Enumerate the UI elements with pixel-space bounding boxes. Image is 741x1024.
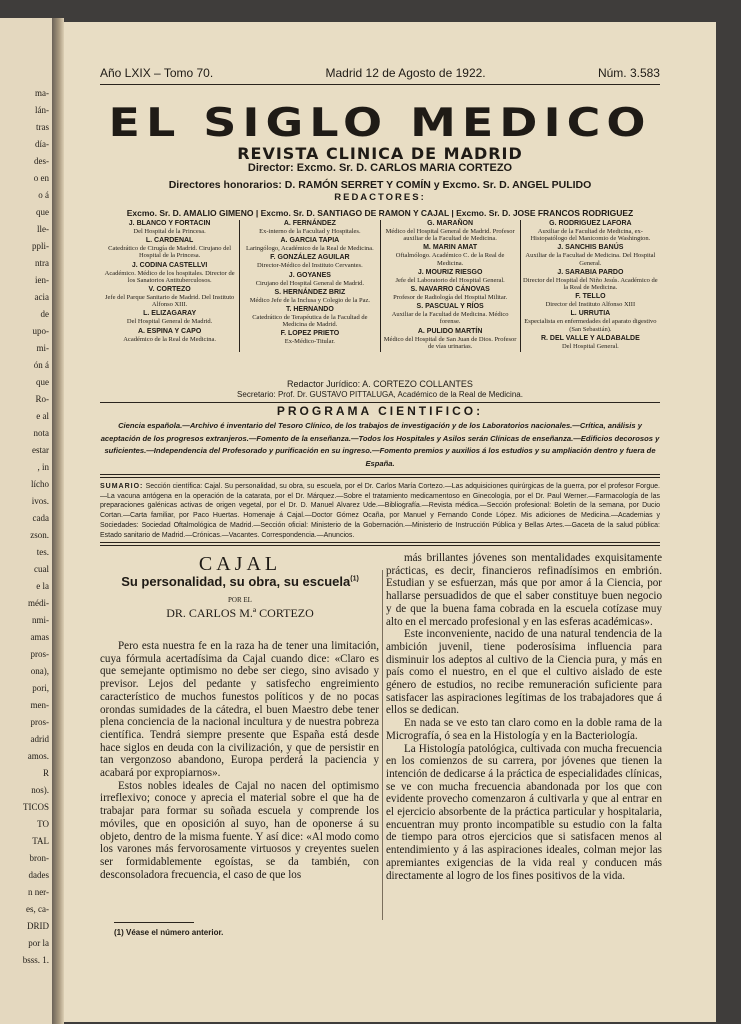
editor-description: Cirujano del Hospital General de Madrid. xyxy=(255,279,365,287)
previous-page-fragment: o á xyxy=(38,190,49,200)
previous-page-fragment: nmi- xyxy=(32,615,49,625)
editor-description: Jefe del Parque Sanitario de Madrid. Del Instituto Alfonso XIII. xyxy=(105,294,235,309)
editor-name: G. RODRIGUEZ LAFORA xyxy=(549,220,632,227)
editor-entry xyxy=(102,220,237,235)
editor-entry xyxy=(102,286,237,308)
editor-name: A. PULIDO MARTÍN xyxy=(417,327,483,335)
editors-column xyxy=(100,220,239,352)
editor-name: F. GONZÁLEZ AGUILAR xyxy=(270,254,350,262)
previous-page-fragment: de xyxy=(40,309,49,319)
editor-name: V. CORTEZO xyxy=(148,286,191,294)
article-paragraph: En nada se ve esto tan claro como en la doble rama de la Micrografía, ó sea en la Histología y en la Bacteriología. xyxy=(386,717,662,742)
previous-page-fragment: upo- xyxy=(32,326,49,336)
previous-page-fragment: dades xyxy=(28,870,49,880)
previous-page-fragment: médi- xyxy=(28,598,49,608)
previous-page-fragment: Ro- xyxy=(35,394,49,404)
editor-entry xyxy=(383,269,518,284)
editor-name: T. HERNANDO xyxy=(285,306,334,314)
editor-description: Laringólogo, Académico de la Real de Medicina. xyxy=(245,245,374,253)
editor-name: G. MARAÑON xyxy=(427,220,474,227)
previous-page-fragment: e al xyxy=(36,411,49,421)
previous-page-fragment: ón á xyxy=(33,360,49,370)
editor-name: J. BLANCO Y FORTACIN xyxy=(128,220,211,227)
editor-name: J. GOYANES xyxy=(288,271,331,279)
editor-description: Del Hospital General de Madrid. xyxy=(126,318,213,326)
previous-page-fragment: zson. xyxy=(30,530,49,540)
editor-entry xyxy=(523,310,658,332)
editor-name: L. ELIZAGARAY xyxy=(143,310,197,318)
previous-page-fragment: nos). xyxy=(31,785,49,795)
editor-entry xyxy=(383,303,518,325)
previous-page-fragment: ien- xyxy=(35,275,49,285)
editor-name: A. ESPINA Y CAPO xyxy=(137,327,202,335)
editor-description: Médico del Hospital General de Madrid. Profesor auxiliar de la Facultad de Medicina. xyxy=(385,228,515,243)
editor-description: Director-Médico del Instituto Cervantes. xyxy=(257,262,363,270)
issue-number: Núm. 3.583 xyxy=(597,66,660,80)
previous-page-fragment: bron- xyxy=(29,853,49,863)
editors-column xyxy=(380,220,520,352)
editor-name: J. CODINA CASTELLVI xyxy=(131,261,208,269)
editor-name: A. FERNÁNDEZ xyxy=(283,220,336,227)
issue-date: Madrid 12 de Agosto de 1922. xyxy=(325,66,486,80)
editor-entry xyxy=(102,237,237,259)
editor-entry xyxy=(102,310,237,325)
previous-page-fragment: lícho xyxy=(31,479,49,489)
article-by: POR EL xyxy=(228,596,252,604)
previous-page-fragment: TAL xyxy=(32,836,49,846)
editor-description: Director del Hospital del Niño Jesús. Académico de la Real de Medicina. xyxy=(523,276,658,292)
article-subtitle xyxy=(100,574,380,589)
program-text: Ciencia española.—Archivo é inventario del Tesoro Clínico, de los trabajos de investigación y de los Laboratorios nacionales.—Crítica, análisis y aceptación de los progresos extranjeros.—Fomento de la enseñanza.—Todos los Hospitales y Asilos serán Clínicas de enseñanza.—Edificios decorosos y suficientes.—Independencia del Profesorado y purificación en su ingreso.—Fomento premios y auxilios á los estudios y su ampliación dentro y fuera de España. xyxy=(100,421,660,468)
previous-page-fragment: n ner- xyxy=(27,887,49,897)
editor-name: J. MOURIZ RIESGO xyxy=(417,268,483,276)
previous-page-fragment: cada xyxy=(32,513,49,523)
previous-page-fragment: ma- xyxy=(35,88,49,98)
editor-name: S. HERNÁNDEZ BRIZ xyxy=(274,288,346,296)
editor-description: Del Hospital General. xyxy=(561,342,619,350)
previous-page-fragment: DRID xyxy=(27,921,49,931)
editor-name: L. URRUTIA xyxy=(570,310,611,318)
editor-name: J. SANCHIS BANÚS xyxy=(557,244,624,252)
editor-name: S. NAVARRO CÁNOVAS xyxy=(410,286,490,294)
previous-page-fragment: nota xyxy=(33,428,49,438)
editor-entry xyxy=(242,237,377,252)
editor-description: Jefe del Laboratorio del Hospital General. xyxy=(395,276,505,284)
editor-entry xyxy=(102,328,237,343)
previous-page-fragment: tes. xyxy=(36,547,49,557)
previous-page-fragment: TICOS xyxy=(22,802,49,812)
footnote: (1) Véase el número anterior. xyxy=(114,928,224,937)
column-separator xyxy=(382,570,383,920)
summary-label: SUMARIO: xyxy=(100,483,144,490)
summary-block xyxy=(100,482,660,540)
editor-description: Médico del Hospital de San Juan de Dios. Profesor de vías urinarias. xyxy=(383,335,517,350)
previous-page-fragment: que xyxy=(36,207,49,217)
editor-entry xyxy=(242,220,377,235)
editor-entry xyxy=(242,306,377,328)
editor-entry xyxy=(523,244,658,266)
article-paragraph: La Histología patológica, cultivada con mucha frecuencia en los comienzos de su carrera, por jóvenes que tienen la intención de dedicarse á la práctica de especialidades clínicas, se ve con mucha frecuencia abandonada por los que con evidente provecho comenzaron á cultivarla y que al entrar en el ejercicio absorbente de la práctica particular y hospitalaria, encuentran muy pronto incompatible su estudio con la falta de tiempo para otros ejercicios que si satisfacen menos al entendimiento y á las aspiraciones ideales, colman mejor las apremiantes exigencias de la vida real y conducen más directamente al logro de los fines positivos de la vida. xyxy=(386,742,662,882)
editor-name: L. CARDENAL xyxy=(145,237,194,245)
article-left-column xyxy=(100,640,379,881)
previous-page-fragment: , in xyxy=(37,462,49,472)
previous-page-fragment: mi- xyxy=(36,343,49,353)
editor-description: Auxiliar de la Facultad de Medicina, ex-Histopatólogo del Manicomio de Washington. xyxy=(530,228,651,243)
footnote-mark: (1) xyxy=(350,575,359,583)
divider xyxy=(100,84,660,85)
binding-gutter xyxy=(52,18,64,1024)
editor-entry xyxy=(242,330,377,345)
previous-page-fragment: lán- xyxy=(35,105,49,115)
previous-page-fragment: R xyxy=(42,768,49,778)
article-right-column xyxy=(386,552,662,882)
previous-page-fragment: que xyxy=(36,377,49,387)
editors-column xyxy=(520,220,660,352)
editor-description: Del Hospital de la Princesa. xyxy=(133,228,206,235)
previous-page-fragment: bsss. 1. xyxy=(22,955,49,965)
previous-page-fragment: adrid xyxy=(30,734,49,744)
newspaper-subtitle: REVISTA CLINICA DE MADRID xyxy=(237,144,523,163)
editor-entry xyxy=(383,286,518,301)
previous-page-fragment: por la xyxy=(28,938,49,948)
editor-entry xyxy=(383,220,518,242)
editor-name: M. MARIN AMAT xyxy=(423,244,478,252)
previous-page-fragment: estar xyxy=(32,445,49,455)
divider xyxy=(100,542,660,543)
article-paragraph: más brillantes jóvenes son mentalidades exquisitamente prácticas, es decir, financieros refinadísimos en embrión. Estudian y se esfuerzan, más que por amor á la Ciencia, por hallarse persuadidos de que el saber constituye buen negocio y de que la buena fama cobrada en la escuela cotízase muy alto en el mercado profesional y en las esferas académicas». xyxy=(386,552,662,628)
previous-page-fragment: acia xyxy=(34,292,49,302)
editor-description: Auxiliar de la Facultad de Medicina. Médico forense. xyxy=(391,311,509,326)
editor-description: Catedrático de Terapéutica de la Facultad de Medicina de Madrid. xyxy=(252,314,368,329)
editor-description: Ex-interno de la Facultad y Hospitales. xyxy=(259,228,361,235)
editor-entry xyxy=(383,328,518,350)
editors-columns xyxy=(100,220,660,352)
editor-name: F. LOPEZ PRIETO xyxy=(280,330,340,338)
previous-page-fragment: lle- xyxy=(37,224,49,234)
editors-heads: Excmo. Sr. D. AMALIO GIMENO | Excmo. Sr. D. SANTIAGO DE RAMON Y CAJAL | Excmo. Sr. D. JOSE FRANCOS RODRIGUEZ xyxy=(126,208,634,218)
previous-page-fragment: ivos. xyxy=(31,496,49,506)
editor-description: Especialista en enfermedades del aparato digestivo (San Sebastián). xyxy=(524,318,657,333)
editor-description: Auxiliar de la Facultad de Medicina. Del Hospital General. xyxy=(525,252,656,267)
editor-entry xyxy=(523,269,658,291)
newspaper-title: EL SIGLO MEDICO xyxy=(108,98,652,146)
editor-entry xyxy=(523,220,658,242)
footnote-rule xyxy=(114,922,194,923)
divider xyxy=(100,477,660,478)
editor-description: Catedrático de Cirugía de Madrid. Cirujano del Hospital de la Princesa. xyxy=(108,245,232,260)
editor-entry xyxy=(242,289,377,304)
previous-page-fragment: ntra xyxy=(35,258,49,268)
editor-entry xyxy=(242,254,377,269)
article-paragraph: Este inconveniente, nacido de una natural tendencia de la ambición juvenil, tiene poderosísima influencia para disminuir los adeptos al cultivo de la Ciencia pura, y más en país como el nuestro, en el que el cultivo aislado de este género de estudios, no recibe remuneración suficiente para satisfacer las aspiraciones legítimas de los trabajadores que á ellos se dedican. xyxy=(386,628,662,717)
previous-page-fragment: e la xyxy=(36,581,49,591)
honorary-directors: Directores honorarios: D. RAMÓN SERRET Y COMÍN y Excmo. Sr. D. ANGEL PULIDO xyxy=(168,179,592,191)
divider xyxy=(100,402,660,403)
editor-entry xyxy=(242,272,377,287)
previous-page-fragment: pros- xyxy=(30,717,49,727)
editor-name: A. GARCIA TAPIA xyxy=(280,237,340,245)
editor-entry xyxy=(383,244,518,266)
editor-description: Oftalmólogo. Académico C. de la Real de Medicina. xyxy=(395,252,505,267)
previous-page-fragment: TO xyxy=(37,819,49,829)
previous-page-fragment: ppli- xyxy=(32,241,49,251)
summary-text: Sección científica: Cajal. Su personalidad, su obra, su escuela, por el Dr. Carlos María Cortezo.—Las adquisiciones quirúrgicas de la guerra, por el profesor Forgue.—La vacuna antógena en la operación de la catarata, por el Dr. Márquez.—Sobre el tratamiento medicamentoso en Ginecología, por el Dr. Paul Werner.—Farmacología de las preparaciones galénicas activas de origen vegetal, por el Dr. D. Manuel Alvarez Ude.—Bibliografía.—Revista médica.—Sección profesional: Boletín de la semana, por Ducio Cortan.—Carta familiar, por Paco Huertas. Homenaje á Cajal.—Doctor Gómez Ocaña, por Manuel y Fernando Conde López. Mis adiciones de Medicina.—Academias y Sociedades: Sociedad Oftalmológica de Madrid.—Sección oficial: Ministerio de la Gobernación.—Ministerio de Instrucción Pública y Bellas Artes.—Gaceta de la salud pública: Estado sanitario de Madrid.—Crónicas.—Vacantes. Correspondencia.—Anuncios. xyxy=(100,483,660,539)
article-paragraph: Pero esta nuestra fe en la raza ha de tener una limitación, cuya fórmula acertadísima da Cajal cuando dice: «Claro es que semejante optimismo no debe ser ciego, sino avisado y previsor. Lejos del pedante y satisfecho engreimiento característico de muchos funestos políticos y de no pocas orondas sumidades de la cátedra, el buen Maestro debe tener plena conciencia de la nacional incultura y de nuestra pobreza científica. Tendrá siempre presente que España está desde hace siglos en deuda con la civilización, y que de persistir en tan vergonzoso abandono, Europa perderá la paciencia y acabará por expropiarnos». xyxy=(100,640,379,780)
previous-page-edge xyxy=(0,18,52,1024)
previous-page-fragment: ona), xyxy=(30,666,49,676)
editor-entry xyxy=(523,293,658,308)
editor-description: Director del Instituto Alfonso XIII xyxy=(545,301,636,309)
editor-name: S. PASCUAL Y RÍOS xyxy=(416,303,484,311)
legal-editor: Redactor Jurídico: A. CORTEZO COLLANTES xyxy=(287,379,473,389)
editor-name: F. TELLO xyxy=(575,293,606,301)
previous-page-fragment: pori, xyxy=(32,683,49,693)
masthead-info-line xyxy=(100,66,660,80)
divider xyxy=(100,545,660,546)
editor-description: Médico Jefe de la Inclusa y Colegio de la Paz. xyxy=(249,296,370,304)
program-heading: PROGRAMA CIENTIFICO: xyxy=(276,404,484,418)
article-paragraph: Estos nobles ideales de Cajal no nacen del optimismo irreflexivo; conoce y aprecia el material sobre el que ha de trabajar para formar su soñada escuela y comprende los móviles, que en oposición al suyo, han de oponerse á su objeto, dentro de la misma fuente. Y así dice: «Al modo como los varones más fervorosamente virtuosos y creyentes suelen ser formidablemente egoístas, se da también, con desconsoladora frecuencia, el caso de que los xyxy=(100,779,379,881)
editor-description: Ex-Médico-Titular. xyxy=(284,338,335,346)
editors-column xyxy=(239,220,379,352)
previous-page-fragment: pros- xyxy=(30,649,49,659)
article-author: DR. CARLOS M.ª CORTEZO xyxy=(166,606,314,620)
divider xyxy=(100,474,660,475)
editor-name: J. SARABIA PARDO xyxy=(557,268,624,276)
editors-label: REDACTORES: xyxy=(334,192,426,203)
editor-description: Profesor de Radiología del Hospital Militar. xyxy=(393,294,508,302)
director-line: Director: Excmo. Sr. D. CARLOS MARIA CORTEZO xyxy=(247,162,513,174)
previous-page-fragment: es, ca- xyxy=(26,904,49,914)
volume-info: Año LXIX – Tomo 70. xyxy=(100,66,214,80)
editor-entry xyxy=(102,262,237,284)
previous-page-fragment: cual xyxy=(34,564,49,574)
newspaper-page xyxy=(64,22,716,1022)
article-subtitle-text: Su personalidad, su obra, su escuela xyxy=(121,574,351,589)
previous-page-fragment: tras xyxy=(36,122,49,132)
previous-page-fragment: amas xyxy=(30,632,49,642)
previous-page-fragment: men- xyxy=(30,700,49,710)
previous-page-fragment: amos. xyxy=(27,751,49,761)
editor-entry xyxy=(523,335,658,350)
editor-description: Académico de la Real de Medicina. xyxy=(123,335,216,343)
editor-description: Académico. Médico de los hospitales. Director de los Sanatorios Antituberculosos. xyxy=(104,269,235,284)
article-title: CAJAL xyxy=(198,553,282,575)
secretary-line: Secretario: Prof. Dr. GUSTAVO PITTALUGA, Académico de la Real de Medicina. xyxy=(237,390,523,399)
editor-name: R. DEL VALLE Y ALDABALDE xyxy=(540,334,640,342)
previous-page-fragment: día- xyxy=(35,139,49,149)
previous-page-fragment: des- xyxy=(34,156,49,166)
previous-page-fragment: o en xyxy=(33,173,49,183)
